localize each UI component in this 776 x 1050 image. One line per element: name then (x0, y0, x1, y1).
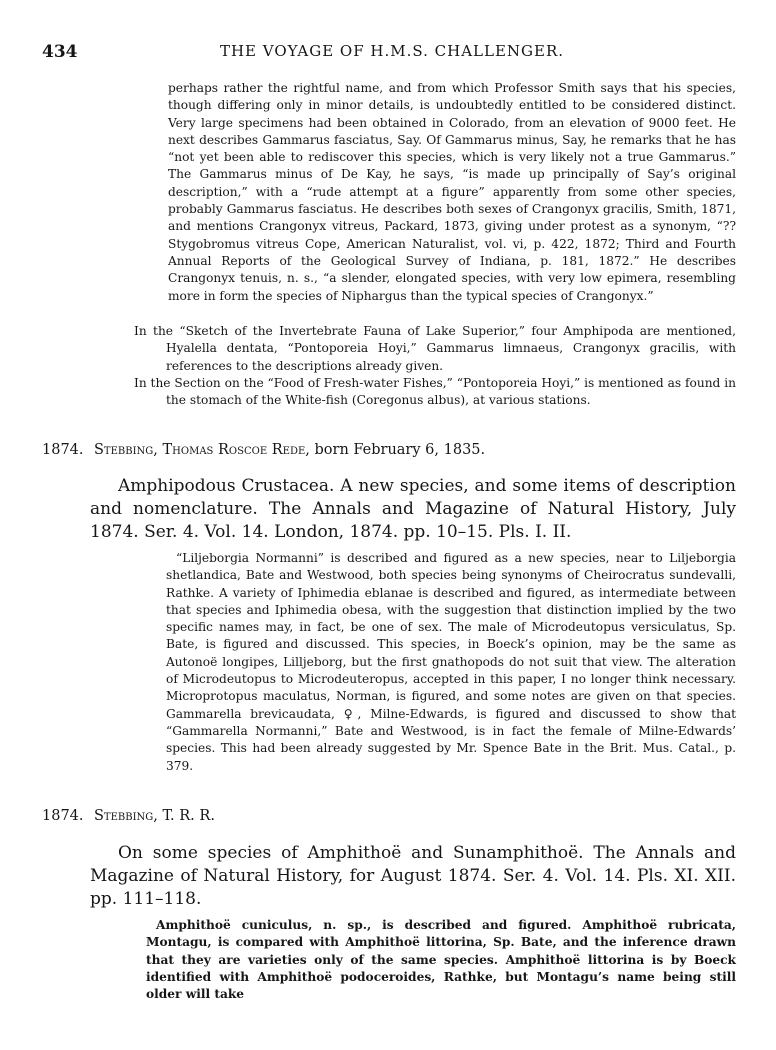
sketch-paragraph: In the “Sketch of the Invertebrate Fauna of Lake Superior,” four Amphipoda are mentioned, Hyalella dentata, “Pontoporeia Hoyi,” Gammarus limnaeus, Crangonyx gracilis, with references to the descriptions already given. (134, 324, 736, 373)
entry-title-2: On some species of Amphithoë and Sunamphithoë. The Annals and Magazine of Natural History, for August 1874. Ser. 4. Vol. 14. Pls. XI. XII. pp. 111–118. (90, 843, 736, 909)
running-title: THE VOYAGE OF H.M.S. CHALLENGER. (219, 42, 565, 60)
entry-year: 1874. (42, 442, 84, 458)
entry-title-1: Amphipodous Crustacea. A new species, and some items of description and nomenclature. The Annals and Magazine of Natural History, July 1874. Ser. 4. Vol. 14. London, 1874. pp. 10–15. Pls. I. II. (90, 476, 736, 542)
page-number: 434 (42, 42, 78, 62)
entry-heading-2 (42, 806, 742, 826)
continuation-paragraph: perhaps rather the rightful name, and from which Professor Smith says that his species, though differing only in minor details, is undoubtedly entitled to be considered distinct. Very large specimens had been obtained in Colorado, from an elevation of 9000 feet. He next describes Gammarus fasciatus, Say. Of Gammarus minus, Say, he remarks that he has “not yet been able to rediscover this species, which is very likely not a true Gammarus.” The Gammarus minus of De Kay, he says, “is made up principally of Say’s original description,” with a “rude attempt at a figure” apparently from some other species, probably Gammarus fasciatus. He describes both sexes of Crangonyx gracilis, Smith, 1871, and mentions Crangonyx vitreus, Packard, 1873, giving under protest as a synonym, “?? Stygobromus vitreus Cope, American Naturalist, vol. vi, p. 422, 1872; Third and Fourth Annual Reports of the Geological Survey of Indiana, p. 181, 1872.” He describes Crangonyx tenuis, n. s., “a slender, elongated species, with very low epimera, resembling more in form the species of Niphargus than the typical species of Crangonyx.” (168, 81, 736, 303)
entry-author-suffix: , born February 6, 1835. (305, 442, 486, 458)
food-paragraph: In the Section on the “Food of Fresh-water Fishes,” “Pontoporeia Hoyi,” is mentioned as found in the stomach of the White-fish (Coregonus albus), at various stations. (134, 376, 736, 408)
page-header (42, 42, 742, 64)
entry-heading-1 (42, 440, 742, 460)
entry-author: Stebbing, T. R. R. (94, 808, 215, 824)
entry-abstract-1: “Liljeborgia Normanni” is described and figured as a new species, near to Liljeborgia shetlandica, Bate and Westwood, both species being synonyms of Cheirocratus sundevalli, Rathke. A variety of Iphimedia eblanae is described and figured, as intermediate between that species and Iphimedia obesa, with the suggestion that distinction implied by the two specific names may, in fact, be one of sex. The male of Microdeutopus versiculatus, Sp. Bate, is figured and discussed. This species, in Boeck’s opinion, may be the same as Autonoë longipes, Lilljeborg, but the first gnathopods do not suit that view. The alteration of Microdeutopus to Microdeuteropus, accepted in this paper, I no longer think necessary. Microprotopus maculatus, Norman, is figured, and some notes are given on that species. Gammarella brevicaudata, ♀, Milne-Edwards, is figured and discussed to show that “Gammarella Normanni,” Bate and Westwood, is in fact the female of Milne-Edwards’ species. This had been already suggested by Mr. Spence Bate in the Brit. Mus. Catal., p. 379. (166, 551, 736, 773)
entry-year: 1874. (42, 808, 84, 824)
entry-abstract-2: Amphithoë cuniculus, n. sp., is described and figured. Amphithoë rubricata, Montagu, is compared with Amphithoë littorina, Sp. Bate, and the inference drawn that they are varieties only of the same species. Amphithoë littorina is by Boeck identified with Amphithoë podoceroides, Rathke, but Montagu’s name being still older will take (146, 918, 736, 1002)
entry-author: Stebbing, Thomas Roscoe Rede (94, 442, 306, 458)
